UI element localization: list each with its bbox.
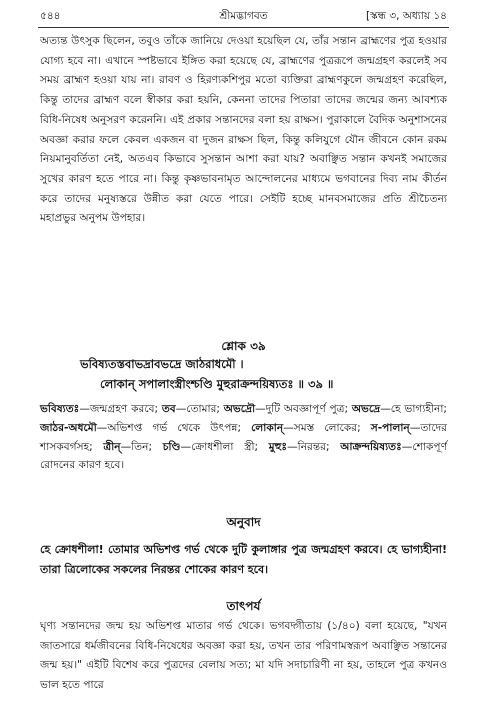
purport-heading: তাৎপর্য (226, 599, 261, 613)
sanskrit-word: স-পালান্ (370, 421, 410, 434)
running-header (40, 9, 447, 27)
sanskrit-word: তব (161, 403, 176, 415)
sanskrit-word: ত্রীন্ (103, 440, 121, 453)
word-meaning: —হে ভাগ্যহীনা; (380, 403, 447, 415)
verse-line-2: লোকান্ সপালাংস্ত্রীংশ্চণ্ডি মুহুরাক্রন্দয়িষ্যতঃ ॥ ৩৯ ॥ (100, 377, 334, 391)
sanskrit-word: ভবিষ্যতঃ (40, 403, 80, 415)
word-meaning: —জন্মগ্রহণ করবে; (79, 403, 162, 415)
word-meaning: —নিরন্তর; (287, 440, 341, 453)
sanskrit-word: মুহুঃ (268, 440, 288, 453)
intro-paragraph: অত্যন্ত উৎসুক ছিলেন, তবুও তাঁকে জানিয়ে দেওয়া হয়েছিল যে, তাঁর সন্তান ব্রাহ্মণের পুত্র হওয়ার যোগ্য হবে না। এখানে স্পষ্টভাবে ইঙ্গিত করা হয়েছে যে, ব্রাহ্মণের পুত্ররূপে জন্মগ্রহণ করলেই সব সময় ব্রাহ্মণ হওয়া যায় না। রাবণ ও হিরণ্যকশিপুর মতো ব্যক্তিরা ব্রাহ্মণকুলে জন্মগ্রহণ করেছিল, কিন্তু তাদের ব্রাহ্মণ বলে স্বীকার করা হয়নি, কেননা তাদের পিতারা তাদের জন্মের জন্য আবশ্যক বিধি-নিষেধ অনুসরণ করেননি। এই প্রকার সন্তানদের বলা হয় রাক্ষস। পুরাকালে বৈদিক অনুশাসনের অবজ্ঞা করার ফলে কেবল একজন বা দুজন রাক্ষস ছিল, কিন্তু কলিযুগে যৌন জীবনে কোন রকম নিয়মানুবর্তিতা নেই, অতএব কিভাবে সুসন্তান আশা করা যায়? অবাঞ্ছিত সন্তান কখনই সমাজের সুখের কারণ হতে পারে না। কিন্তু কৃষ্ণভাবনামৃত আন্দোলনের মাধ্যমে ভগবানের দিব্য নাম কীর্তন করে তাদের মনুষ্যস্তরে উন্নীত করা যেতে পারে। সেইটি হচ্ছে মানবসমাজের প্রতি শ্রীচৈতন্য মহাপ্রভুর অনুপম উপহার। (40, 35, 447, 225)
sanskrit-word: চণ্ডি (162, 440, 181, 453)
header-rule (38, 27, 449, 28)
sanskrit-word: অভদ্রে (351, 403, 381, 415)
sanskrit-word: আক্রন্দয়িষ্যতঃ (340, 440, 402, 453)
word-meaning: —ক্রোধশীলা স্ত্রী; (180, 440, 269, 453)
word-meaning: —তিন; (120, 440, 163, 453)
verse-heading: শ্লোক ৩৯ (221, 339, 266, 353)
book-title: শ্রীমদ্ভাগবত (219, 10, 268, 22)
purport-text: ঘৃণ্য সন্তানদের জন্ম হয় অভিশপ্ত মাতার গর্ভ থেকে। ভগবদ্গীতায় (১/৪০) বলা হয়েছে, "যখন জাতসারে ধর্মজীবনের বিধি-নিষেধের অবজ্ঞা করা হয়, তখন তার পরিণামস্বরূপ অবাঞ্ছিত সন্তানের জন্ম হয়।" এইটি বিশেষ করে পুত্রদের বেলায় সত্য; মা যদি সদাচারিণী না হয়, তাহলে পুত্র কখনও ভাল হতে পারে (40, 620, 447, 692)
word-meaning: —সমস্ত লোকের; (283, 421, 371, 434)
word-meaning: —শোকপূর্ণ রোদনের কারণ হবে। (40, 440, 447, 472)
sanskrit-word: জাঠর-অধমৌ (40, 421, 97, 434)
section-reference: [স্কন্ধ ৩, অধ্যায় ১৪ (365, 10, 447, 22)
translation-heading: অনুবাদ (226, 515, 261, 529)
verse-line-1: ভবিষ্যতস্তবাভদ্রাবভদ্রে জাঠরাধমৌ । (80, 357, 244, 371)
page-number: ৫৪৪ (40, 10, 61, 22)
sanskrit-word: লোকান্ (251, 421, 284, 434)
word-meaning: —তাদের শাসকবর্গসহ; (40, 421, 447, 453)
word-meaning: —তোমার; (175, 403, 224, 415)
word-meaning: —দুটি অবজ্ঞাপূর্ণ পুত্র; (255, 403, 352, 415)
sanskrit-word: অভদ্রৌ (223, 403, 256, 415)
word-meanings (40, 400, 447, 475)
word-meaning: —অভিশপ্ত গর্ভ থেকে উৎপন্ন; (96, 421, 252, 434)
translation-text: হে ক্রোধশীলা! তোমার অভিশপ্ত গর্ভ থেকে দুটি কুলাঙ্গার পুত্র জন্মগ্রহণ করবে। হে ভাগ্যহীনা! তারা ত্রিলোকের সকলের নিরন্তর শোকের কারণ হবে। (40, 543, 447, 576)
verse-text (80, 354, 447, 394)
